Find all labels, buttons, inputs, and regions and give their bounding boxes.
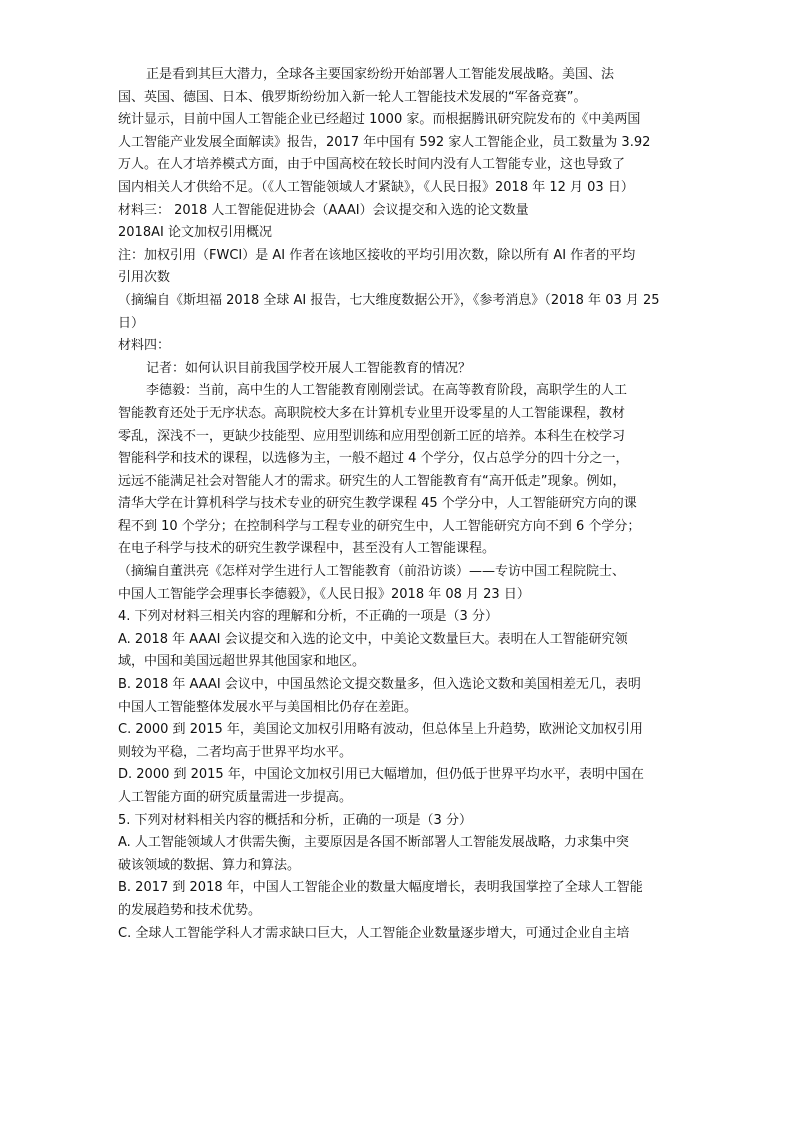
text-line: D. 2000 到 2015 年，中国论文加权引用已大幅增加，但仍低于世界平均水平，表明中国在 bbox=[118, 767, 644, 783]
text-line: 统计显示，目前中国人工智能企业已经超过 1000 家。而根据腾讯研究院发布的《中美两国 bbox=[118, 112, 641, 128]
text-line: 日） bbox=[118, 315, 145, 331]
text-line: 人工智能方面的研究质量需进一步提高。 bbox=[118, 790, 353, 805]
text-line: 破该领域的数据、算力和算法。 bbox=[118, 857, 301, 873]
text-line: 人工智能产业发展全面解读》报告，2017 年中国有 592 家人工智能企业，员工数量为 3.92 bbox=[118, 134, 651, 150]
document-body bbox=[118, 64, 664, 945]
text-line: 域，中国和美国远超世界其他国家和地区。 bbox=[118, 654, 366, 670]
text-line: A. 2018 年 AAAI 会议提交和入选的论文中，中美论文数量巨大。表明在人工智能研究领 bbox=[118, 631, 628, 647]
text-line: A. 人工智能领域人才供需失衡，主要原因是各国不断部署人工智能发展战略，力求集中突 bbox=[118, 835, 629, 851]
text-line: 智能科学和技术的课程，以选修为主，一般不超过 4 个学分，仅占总学分的四十分之一， bbox=[118, 451, 629, 467]
text-line: 在电子科学与技术的研究生教学课程中，甚至没有人工智能课程。 bbox=[118, 541, 496, 557]
text-line: 万人。在人才培养模式方面，由于中国高校在较长时间内没有人工智能专业，这也导致了 bbox=[118, 157, 626, 173]
text-line: 程不到 10 个学分；在控制科学与工程专业的研究生中，人工智能研究方向不到 6 个学分； bbox=[118, 518, 641, 534]
text-line: 材料三： 2018 人工智能促进协会（AAAI）会议提交和入选的论文数量 bbox=[118, 202, 529, 218]
text-line: 清华大学在计算机科学与技术专业的研究生教学课程 45 个学分中，人工智能研究方向的课 bbox=[118, 496, 637, 512]
text-line: 注：加权引用（FWCI）是 AI 作者在该地区接收的平均引用次数，除以所有 AI 作者的平均 bbox=[118, 247, 636, 263]
text-line: 则较为平稳，二者均高于世界平均水平。 bbox=[118, 744, 353, 760]
text-line: 国内相关人才供给不足。（《人工智能领域人才紧缺》，《人民日报》2018 年 12 月 03 日） bbox=[118, 179, 634, 195]
text-line: 的发展趋势和技术优势。 bbox=[118, 902, 262, 918]
text-line: （摘编自《斯坦福 2018 全球 AI 报告，七大维度数据公开》，《参考消息》（2018 年 03 月 25 bbox=[118, 292, 660, 308]
text-line: 5. 下列对材料相关内容的概括和分析，正确的一项是（3 分） bbox=[118, 812, 472, 828]
text-line: 正是看到其巨大潜力，全球各主要国家纷纷开始部署人工智能发展战略。美国、法 bbox=[146, 67, 615, 82]
text-line: 中国人工智能学会理事长李德毅》，《人民日报》2018 年 08 月 23 日） bbox=[118, 586, 530, 602]
text-line: 材料四： bbox=[118, 338, 171, 354]
text-line: C. 全球人工智能学科人才需求缺口巨大，人工智能企业数量逐步增大，可通过企业自主培 bbox=[118, 925, 630, 941]
text-line: 4. 下列对材料三相关内容的理解和分析，不正确的一项是（3 分） bbox=[118, 609, 498, 625]
text-line: （摘编自董洪亮《怎样对学生进行人工智能教育（前沿访谈）——专访中国工程院院士、 bbox=[118, 564, 626, 580]
text-line: B. 2017 到 2018 年，中国人工智能企业的数量大幅度增长，表明我国掌控了全球人工智能 bbox=[118, 880, 643, 896]
text-line: 国、英国、德国、日本、俄罗斯纷纷加入新一轮人工智能技术发展的“军备竞赛”。 bbox=[118, 89, 587, 105]
text-line: 远远不能满足社会对智能人才的需求。研究生的人工智能教育有“高开低走”现象。例如， bbox=[118, 473, 626, 489]
text-line: 零乱，深浅不一，更缺少技能型、应用型训练和应用型创新工匠的培养。本科生在校学习 bbox=[118, 428, 626, 444]
text-line: 引用次数 bbox=[118, 270, 171, 286]
text-line: 2018AI 论文加权引用概况 bbox=[118, 225, 272, 241]
text-line: 中国人工智能整体发展水平与美国相比仍存在差距。 bbox=[118, 699, 418, 715]
text-line: C. 2000 到 2015 年，美国论文加权引用略有波动，但总体呈上升趋势，欧洲论文加权引用 bbox=[118, 722, 643, 738]
text-line: 记者：如何认识目前我国学校开展人工智能教育的情况？ bbox=[146, 360, 472, 376]
text-line: 李德毅：当前，高中生的人工智能教育刚刚尝试。在高等教育阶段，高职学生的人工 bbox=[146, 383, 628, 399]
text-line: B. 2018 年 AAAI 会议中，中国虽然论文提交数量多，但入选论文数和美国相差无几，表明 bbox=[118, 677, 641, 693]
text-line: 智能教育还处于无序状态。高职院校大多在计算机专业里开设零星的人工智能课程，教材 bbox=[118, 405, 626, 421]
